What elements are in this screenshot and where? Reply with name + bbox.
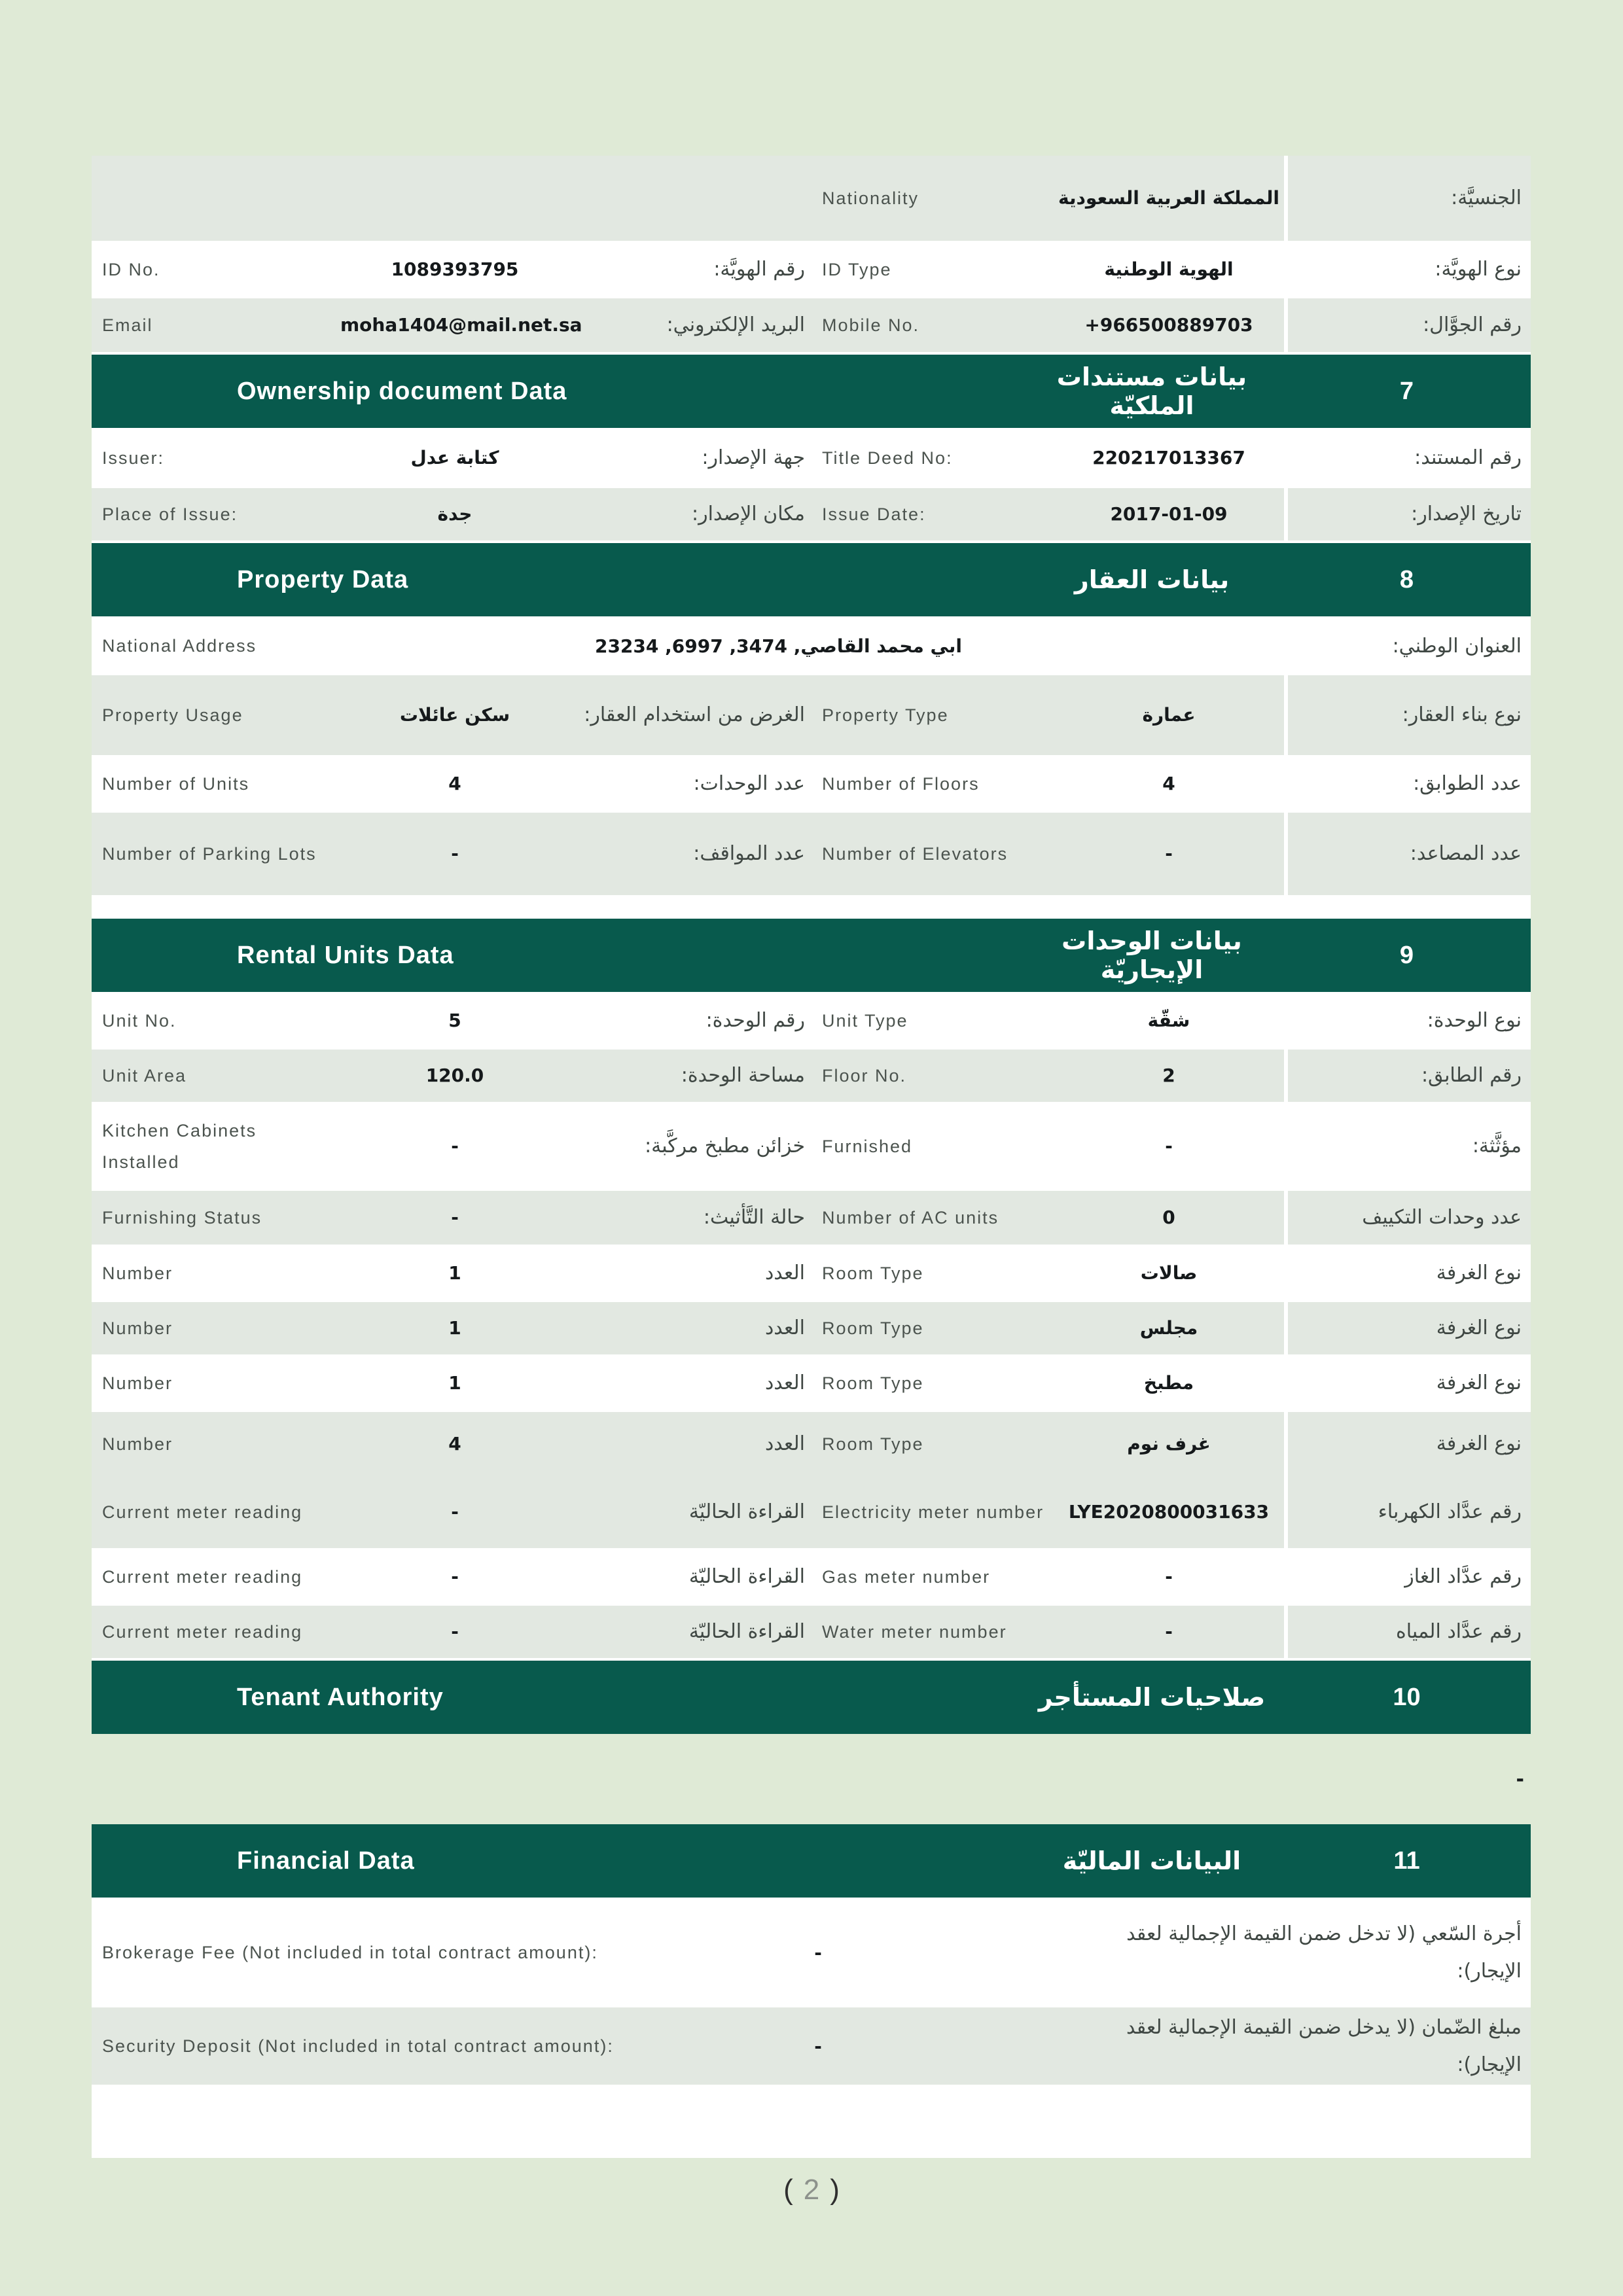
field-value: المملكة العربية السعودية [1058,187,1279,209]
field-value: جدة [437,503,473,525]
field-label-ar: الجنسيَّة: [1451,186,1522,209]
field-label-en: Nationality [822,188,919,208]
section-header-tenant-authority [92,1661,1531,1734]
field-label-en: Current meter reading [102,1502,303,1522]
field-label-ar: مؤثَّثة: [1472,1135,1522,1157]
field-label-ar: نوع الهويَّة: [1435,258,1522,281]
field-label-ar: القراءة الحاليّة [688,1620,805,1643]
field-label-en: Unit Type [822,1010,908,1031]
section-title-ar: البيانات الماليّة [1062,1846,1241,1875]
field-value: - [451,843,459,865]
contract-table [92,156,1531,2158]
field-label-ar: نوع الوحدة: [1427,1009,1522,1032]
page-number-open-paren: ( [783,2174,793,2206]
field-label-ar: رقم الوحدة: [705,1009,805,1032]
field-label-ar: رقم المستند: [1414,446,1522,469]
field-value: 120.0 [425,1065,484,1087]
section-number: 7 [1399,377,1414,405]
field-value: 1 [448,1262,461,1284]
field-value: عمارة [1142,704,1196,726]
field-value: سكن عائلات [399,704,510,726]
field-value: كتابة عدل [410,447,499,469]
field-value: 4 [448,1433,461,1455]
section-title-ar: صلاحيات المستأجر [1038,1683,1266,1712]
row-security-deposit [92,2007,1531,2085]
field-label-ar: نوع الغرفة [1436,1371,1522,1394]
field-label-en: Issue Date: [822,504,926,524]
field-label-ar: نوع الغرفة [1436,1432,1522,1455]
field-label-en: Kitchen Cabinets Installed [102,1120,257,1172]
section-title-ar: بيانات مستندات الملكيّة [1056,362,1247,420]
field-value: - [451,1566,459,1588]
field-label-ar: رقم عدَّاد المياه [1396,1620,1522,1643]
field-label-en: Furnishing Status [102,1207,262,1227]
row-room-halls [92,1247,1531,1299]
field-label-en: Place of Issue: [102,504,238,524]
field-label-en: Room Type [822,1318,924,1338]
page-number-close-paren: ) [830,2174,840,2206]
field-value: - [451,1501,459,1523]
field-label-en: Unit Area [102,1065,187,1086]
field-value: moha1404@mail.net.sa [340,314,582,336]
field-label-en [92,198,340,199]
section-title-ar: بيانات الوحدات الإيجاريّة [1061,927,1242,984]
field-label-en: Number [102,1263,173,1283]
field-label-ar: مساحة الوحدة: [681,1064,805,1087]
field-value [340,198,569,199]
field-label-en: Water meter number [822,1621,1007,1642]
field-label-en: Title Deed No: [822,448,953,468]
field-value: مجلس [1139,1317,1198,1339]
field-label-ar: العدد [764,1262,805,1284]
section-title-en: Property Data [237,565,409,593]
field-label-en: Email [102,315,153,335]
field-value: +966500889703 [1084,314,1253,336]
field-label-en: Mobile No. [822,315,920,335]
field-label-ar: خزائن مطبخ مركَّبة: [645,1135,805,1157]
row-ac-furnishing [92,1191,1531,1245]
field-value: صالات [1140,1262,1198,1284]
field-label-ar: تاريخ الإصدار: [1411,503,1522,525]
field-label-ar: العدد [764,1371,805,1394]
section-title-en: Ownership document Data [237,377,567,405]
field-label-ar: رقم الهويَّة: [713,258,805,281]
field-label-ar: نوع الغرفة [1436,1262,1522,1284]
row-floors-units [92,758,1531,810]
field-value: - [1516,1767,1524,1791]
field-value: - [451,1621,459,1643]
field-label-en: Number [102,1318,173,1338]
field-value: مطبخ [1143,1372,1194,1394]
field-label-en: Floor No. [822,1065,907,1086]
field-label-ar: رقم عدَّاد الكهرباء [1378,1500,1522,1523]
field-value: ابي محمد القاصي, 3474, 6997, 23234 [594,635,962,657]
row-contact [92,298,1531,352]
section-number: 11 [1393,1846,1420,1875]
field-label-ar: العدد [764,1316,805,1339]
field-label-ar: القراءة الحاليّة [688,1500,805,1523]
field-label-en: Number of Units [102,773,250,794]
section-header-property [92,543,1531,616]
section-number: 8 [1399,565,1414,593]
field-value: 4 [448,773,461,795]
field-label-en: Gas meter number [822,1566,991,1587]
field-label-en: Property Type [822,705,949,725]
field-value: - [451,1135,459,1157]
field-label-en: Number [102,1434,173,1454]
row-empty [92,2087,1531,2158]
field-label-ar: القراءة الحاليّة [688,1565,805,1588]
field-label-ar: عدد الوحدات: [693,772,805,795]
field-value: 4 [1162,773,1175,795]
field-label-en: Current meter reading [102,1621,303,1642]
row-water-meter [92,1606,1531,1658]
field-value: 1089393795 [391,258,519,281]
field-label-en: Number [102,1373,173,1393]
field-value: 1 [448,1372,461,1394]
field-value: - [1165,1566,1173,1588]
row-nationality [92,156,1531,241]
field-value: - [814,1941,822,1964]
field-value: 2017-01-09 [1110,503,1228,525]
field-label-en: Room Type [822,1434,924,1454]
section-title-ar: بيانات العقار [1074,565,1230,594]
page-number-value: 2 [803,2174,820,2206]
row-gas-meter [92,1551,1531,1603]
field-label-ar: رقم عدَّاد الغاز [1404,1565,1522,1588]
field-label-ar: عدد المواقف: [693,842,805,865]
field-label-en: ID Type [822,259,892,279]
page-number [0,2174,1623,2206]
row-issue [92,488,1531,540]
field-value: - [1165,1621,1173,1643]
field-value: 220217013367 [1092,447,1245,469]
field-label-ar: عدد الطوابق: [1413,772,1522,795]
section-header-rental [92,919,1531,992]
field-value: - [1165,843,1173,865]
field-label-ar: نوع بناء العقار: [1402,703,1522,726]
field-label-en: Number of AC units [822,1207,999,1227]
field-label-en: Electricity meter number [822,1502,1044,1522]
row-elevators-parking [92,813,1531,895]
field-label-ar: رقم الجوَّال: [1423,313,1522,336]
field-label-en: Security Deposit (Not included in total contract amount): [102,2036,614,2056]
field-label-ar: رقم الطابق: [1421,1064,1522,1087]
section-title-en: Financial Data [237,1846,415,1875]
section-number: 10 [1393,1683,1421,1711]
field-label-en: ID No. [102,259,160,279]
field-value: - [814,2035,822,2057]
field-label-en: Issuer: [102,448,165,468]
field-label-ar: حالة التَّأثيث: [703,1206,805,1229]
field-label-en: Number of Elevators [822,843,1008,864]
field-label-ar: عدد المصاعد: [1410,842,1522,865]
field-label-en: Room Type [822,1263,924,1283]
field-value: - [451,1207,459,1229]
row-electricity-meter [92,1476,1531,1548]
field-label-en: Number of Parking Lots [102,843,317,864]
row-title-deed [92,431,1531,486]
field-label-ar: جهة الإصدار: [702,446,805,469]
section-header-financial [92,1824,1531,1898]
field-value: 5 [448,1010,461,1032]
field-value: 1 [448,1317,461,1339]
section-header-ownership [92,355,1531,428]
row-room-bedrooms [92,1412,1531,1476]
field-label-ar: مبلغ الضّمان (لا يدخل ضمن القيمة الإجمالية لعقد الإيجار): [1126,2016,1522,2076]
row-brokerage-fee [92,1900,1531,2005]
field-value: شقّة [1147,1010,1190,1032]
row-floor-area [92,1050,1531,1102]
field-label-ar: مكان الإصدار: [692,503,805,525]
field-value: 2 [1162,1065,1175,1087]
field-label-ar: أجرة السّعي (لا تدخل ضمن القيمة الإجمالية لعقد الإيجار): [1126,1922,1522,1983]
field-label-en: Room Type [822,1373,924,1393]
row-furnished-kitchen [92,1104,1531,1188]
field-label-ar: عدد وحدات التكييف [1362,1206,1522,1229]
row-room-kitchen [92,1357,1531,1409]
row-national-address [92,619,1531,673]
field-value: 0 [1162,1207,1175,1229]
row-id [92,243,1531,296]
field-label-en: Unit No. [102,1010,177,1031]
field-label-en: National Address [102,635,257,656]
field-label-en: Brokerage Fee (Not included in total contract amount): [102,1942,598,1962]
tenant-authority-value [92,1734,1531,1824]
row-unit-type-no [92,995,1531,1047]
field-label-ar: البريد الإلكتروني: [666,313,805,336]
row-room-majlis [92,1302,1531,1354]
row-property-type-usage [92,675,1531,755]
field-label-en: Property Usage [102,705,243,725]
field-label-ar: العنوان الوطني: [1392,634,1522,658]
section-title-en: Tenant Authority [237,1683,444,1711]
field-label-ar [569,198,812,199]
field-value: غرف نوم [1127,1433,1211,1455]
field-value: LYE2020800031633 [1068,1501,1270,1523]
field-label-ar: الغرض من استخدام العقار: [584,703,805,726]
field-label-en: Furnished [822,1136,913,1156]
field-label-en: Current meter reading [102,1566,303,1587]
row-empty [92,898,1531,916]
field-value: - [1165,1135,1173,1157]
field-label-en: Number of Floors [822,773,980,794]
field-label-ar: نوع الغرفة [1436,1316,1522,1339]
field-label-ar: العدد [764,1432,805,1455]
section-title-en: Rental Units Data [237,941,454,969]
section-number: 9 [1399,941,1414,969]
field-value: الهوية الوطنية [1104,258,1234,281]
